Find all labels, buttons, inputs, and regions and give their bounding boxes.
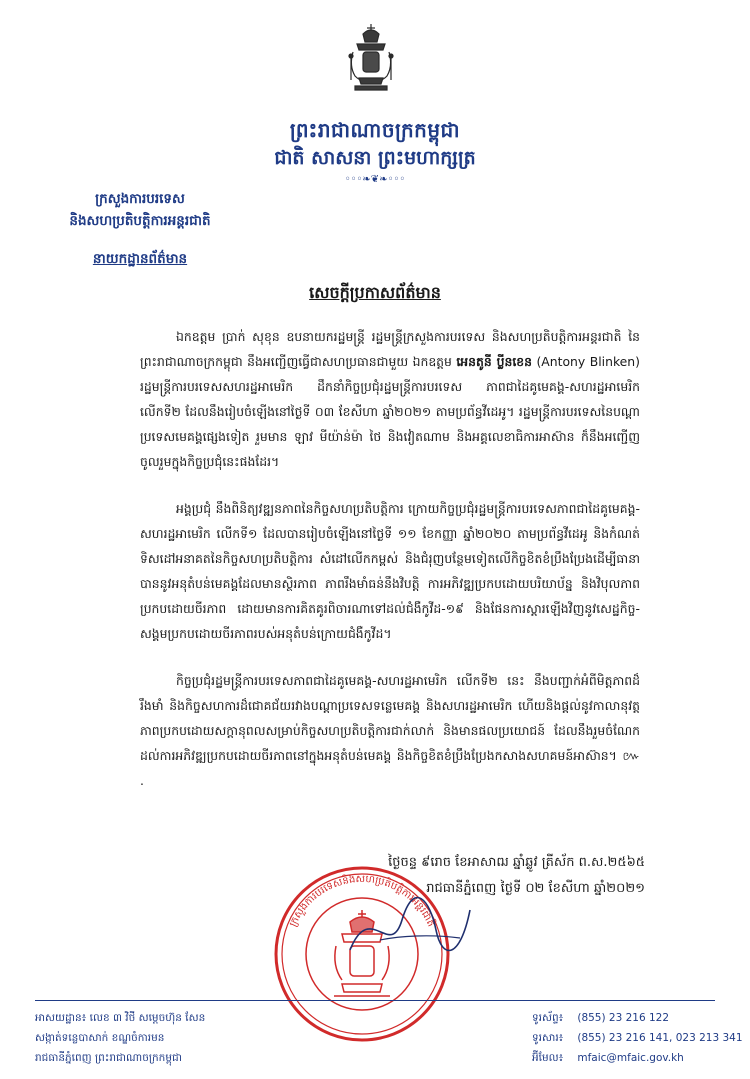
- email-label: អ៊ីមែល៖: [532, 1052, 564, 1064]
- footer-address: [35, 1008, 365, 1068]
- kingdom-title: ព្រះរាជាណាចក្រកម្ពុជា: [289, 118, 461, 142]
- end-mark: ៚ .: [140, 748, 640, 788]
- address-line1: លេខ ៣ វិថី សម្តេចហ៊ុន សែន: [89, 1012, 206, 1024]
- kingdom-motto: ជាតិ សាសនា ព្រះមហាក្សត្រ: [274, 147, 476, 169]
- document-title: សេចក្តីប្រកាសព័ត៌មាន: [309, 283, 441, 302]
- fax-number: (855) 23 216 141, 023 213 341: [577, 1032, 743, 1044]
- phone-number: (855) 23 216 122: [577, 1012, 670, 1024]
- ministry-name-line2: និងសហប្រតិបត្តិការអន្តរជាតិ: [69, 213, 211, 229]
- signature: [340, 890, 480, 970]
- footer-contacts: [532, 1008, 743, 1068]
- ornament-divider: ◦◦◦❧❦❧◦◦◦: [344, 174, 406, 185]
- paragraph-1: [140, 324, 640, 474]
- footer-divider: [35, 1000, 715, 1001]
- paragraph-1-post: (Antony Blinken) រដ្ឋមន្ត្រីការបរទេសសហរដ្ឋអាមេរិក ដឹកនាំកិច្ចប្រជុំរដ្ឋមន្ត្រីការបរទេស ភាពជាដៃគូមេគង្គ-សហរដ្ឋអាមេរិក លើកទី២ ដែលនឹងរៀបចំឡើងនៅថ្ងៃទី ០៣ ខែសីហា ឆ្នាំ២០២១ តាមប្រព័ន្ធវីដេអូ។ រដ្ឋមន្ត្រីការបរទេសនៃបណ្តាប្រទេសមេគង្គផ្សេងទៀត រួមមាន ឡាវ មីយ៉ាន់ម៉ា ថៃ និងវៀតណាម និងអគ្គលេខាធិការអាស៊ាន ក៏នឹងអញ្ជើញចូលរួមក្នុងកិច្ចប្រជុំនេះផងដែរ។: [140, 354, 640, 469]
- paragraph-3: [140, 668, 640, 793]
- paragraph-1-pre: ឯកឧត្តម ប្រាក់ សុខុន ឧបនាយករដ្ឋមន្ត្រី រដ្ឋមន្ត្រីក្រសួងការបរទេស និងសហប្រតិបត្តិការអន្តរជាតិ នៃព្រះរាជាណាចក្រកម្ពុជា នឹងអញ្ជើញធ្វើជាសហប្រធានជាមួយ ឯកឧត្តម: [140, 329, 640, 369]
- email-address[interactable]: mfaic@mfaic.gov.kh: [577, 1052, 684, 1064]
- address-label: អាសយដ្ឋាន៖: [35, 1012, 87, 1024]
- date-solar: រាជធានីភ្នំពេញ ថ្ងៃទី ០២ ខែសីហា ឆ្នាំ២០២១: [426, 881, 645, 896]
- phone-label: ទូរស័ព្ទ៖: [532, 1012, 564, 1024]
- department-name: នាយកដ្ឋានព័ត៌មាន: [92, 251, 188, 267]
- press-release-body: [140, 324, 640, 815]
- fax-label: ទូរសារ៖: [532, 1032, 564, 1044]
- ministry-name-line1: ក្រសួងការបរទេស: [95, 191, 185, 207]
- address-line2: សង្កាត់ទន្លេបាសាក់ ខណ្ឌចំការមន: [35, 1032, 165, 1044]
- paragraph-3-text: កិច្ចប្រជុំរដ្ឋមន្ត្រីការបរទេសភាពជាដៃគូមេគង្គ-សហរដ្ឋអាមេរិក លើកទី២ នេះ នឹងបញ្ជាក់អំពីមិត្តភាពដ៏រឹងមាំ និងកិច្ចសហការដ៏ជោគជ័យរវាងបណ្តាប្រទេសទន្លេមេគង្គ និងសហរដ្ឋអាមេរិក ហើយនិងផ្តល់នូវកាលានុវត្តភាពប្រកបដោយសក្តានុពលសម្រាប់កិច្ចសហប្រតិបត្តិការជាក់លាក់ និងមានផលប្រយោជន៍ ដែលនឹងរួមចំណែកដល់ការអភិវឌ្ឍប្រកបដោយចីរភាពនៅក្នុងអនុតំបន់មេគង្គ និងកិច្ចខិតខំប្រឹងប្រែងកសាងសហគមន៍អាស៊ាន។: [140, 673, 640, 763]
- paragraph-1-bold-name: អេនតូនី ប្លីនខេន: [456, 354, 532, 369]
- date-lunar: ថ្ងៃចន្ទ ៩រោច ខែអាសាឍ ឆ្នាំឆ្លូវ ត្រីស័ក ព.ស.២៥៦៥: [388, 855, 645, 870]
- royal-emblem-icon: [345, 22, 397, 94]
- paragraph-2: អង្គប្រជុំ នឹងពិនិត្យវឌ្ឍនភាពនៃកិច្ចសហប្រតិបត្តិការ ក្រោយកិច្ចប្រជុំរដ្ឋមន្ត្រីការបរទេសភាពជាដៃគូមេគង្គ-សហរដ្ឋអាមេរិក លើកទី១ ដែលបានរៀបចំឡើងនៅថ្ងៃទី ១១ ខែកញ្ញា ឆ្នាំ២០២០ តាមប្រព័ន្ធវីដេអូ និងកំណត់ទិសដៅអនាគតនៃកិច្ចសហប្រតិបត្តិការ សំដៅលើកកម្ពស់ និងជំរុញបន្ថែមទៀតលើកិច្ចខិតខំប្រឹងប្រែងដើម្បីធានាបាននូវអនុតំបន់មេគង្គដែលមានស្ថិរភាព ភាពរឹងមាំធន់នឹងវិបត្តិ ការអភិវឌ្ឍប្រកបដោយបរិយាប័ន្ន និងវិបុលភាពប្រកបដោយចីរភាព ដោយមានការគិតគូរពិចារណាទៅដល់ជំងឺកូវីដ-១៩ និងផែនការស្តារឡើងវិញនូវសេដ្ឋកិច្ច-សង្គមប្រកបដោយចីរភាពរបស់អនុតំបន់ក្រោយជំងឺកូវីដ។: [140, 501, 640, 641]
- address-line3: រាជធានីភ្នំពេញ ព្រះរាជាណាចក្រកម្ពុជា: [35, 1052, 182, 1064]
- seal-text: ក្រសួងការបរទេសនិងសហប្រតិបត្តិការអន្តរជាតិ: [287, 873, 437, 929]
